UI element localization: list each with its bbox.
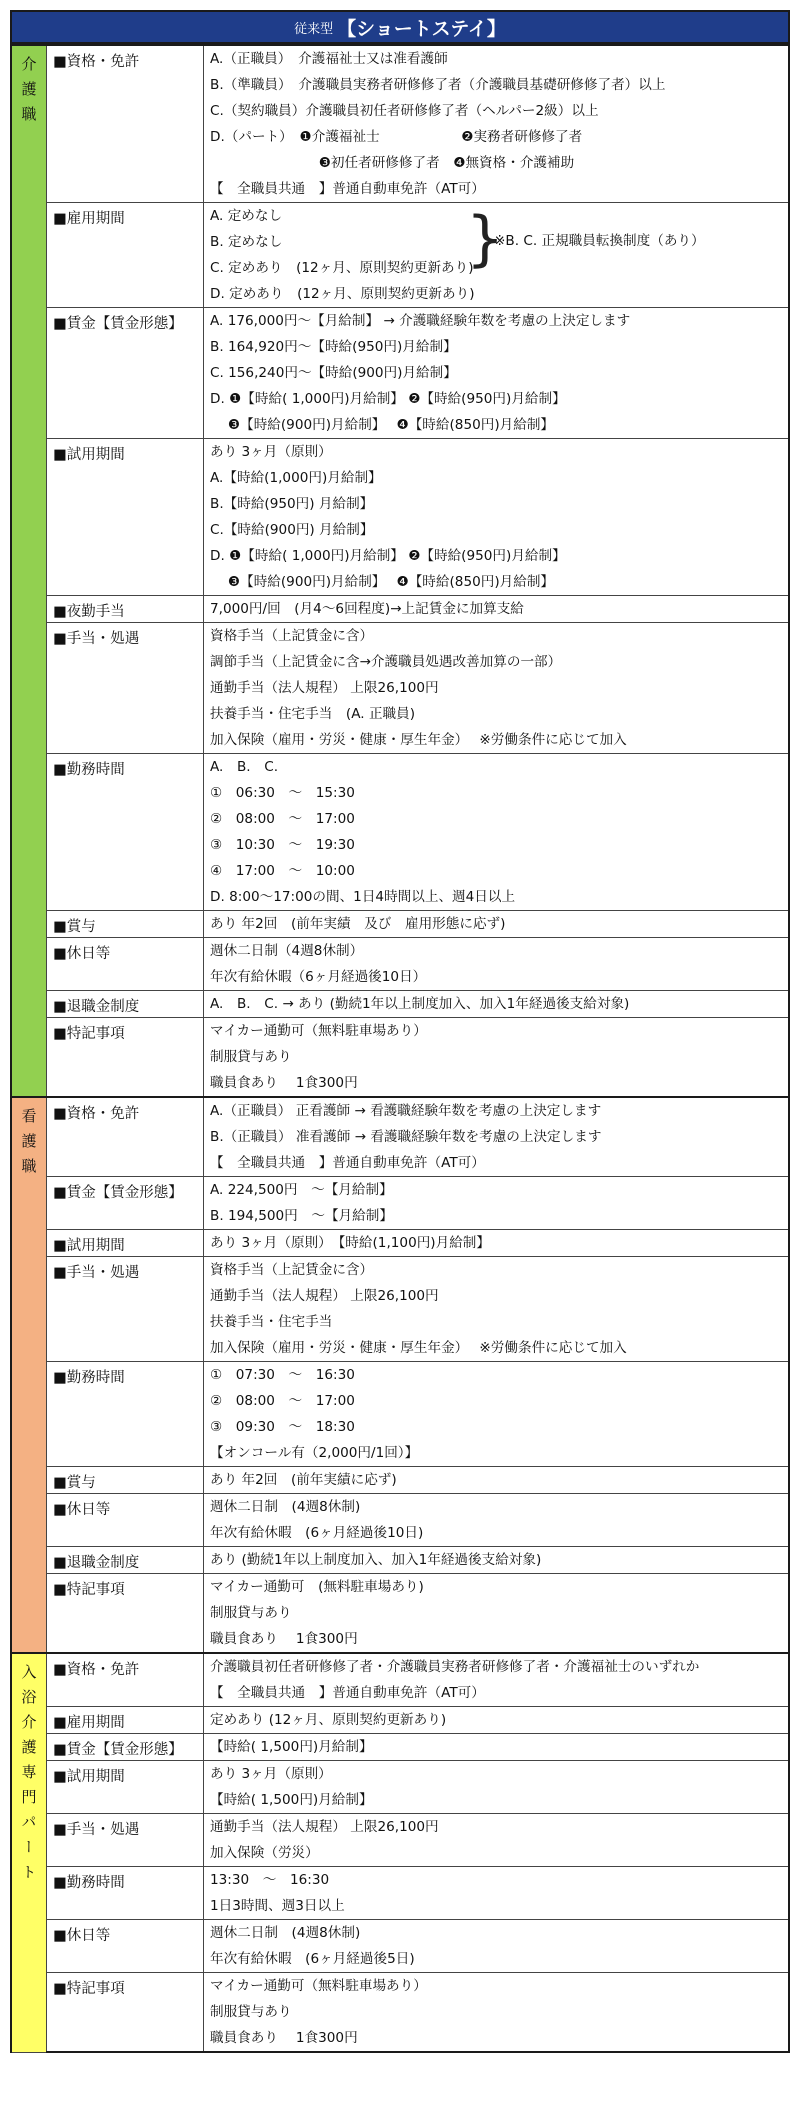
- value-line: B.（正職員） 准看護師 → 看護職経験年数を考慮の上決定します: [210, 1129, 602, 1145]
- value-line: 加入保険（労災）: [210, 1845, 319, 1861]
- row-value: [204, 203, 790, 308]
- value-line: 扶養手当・住宅手当: [210, 1314, 333, 1330]
- condition-row: [11, 45, 789, 203]
- row-label: ■勤務時間: [47, 754, 204, 911]
- value-line: 年次有給休暇（6ヶ月経過後10日）: [210, 969, 427, 985]
- value-line: A.（正職員） 正看護師 → 看護職経験年数を考慮の上決定します: [210, 1103, 602, 1119]
- value-line: 調節手当（上記賃金に含→介護職員処遇改善加算の一部）: [210, 654, 562, 670]
- condition-row: [11, 1814, 789, 1867]
- condition-row: [11, 1467, 789, 1494]
- value-line: マイカー通勤可（無料駐車場あり）: [210, 1023, 427, 1039]
- value-line: ❸初任者研修修了者 ❹無資格・介護補助: [210, 155, 575, 171]
- value-line: 週休二日制 (4週8休制): [210, 1499, 361, 1515]
- row-value: [204, 938, 790, 991]
- condition-row: [11, 754, 789, 911]
- value-line: 1日3時間、週3日以上: [210, 1898, 345, 1914]
- condition-row: [11, 1097, 789, 1177]
- condition-row: [11, 1177, 789, 1230]
- row-label: ■賃金【賃金形態】: [47, 308, 204, 439]
- value-line: 【時給( 1,500円)月給制】: [210, 1739, 373, 1755]
- conditions-table: [10, 44, 790, 2053]
- row-label: ■雇用期間: [47, 1707, 204, 1734]
- row-value: [204, 596, 790, 623]
- value-line: 職員食あり 1食300円: [210, 1075, 358, 1091]
- value-line: D. ❶【時給( 1,000円)月給制】 ❷【時給(950円)月給制】: [210, 391, 566, 407]
- value-line: A. 176,000円～【月給制】 → 介護職経験年数を考慮の上決定します: [210, 313, 631, 329]
- category-label: 入浴介護専門パート: [19, 1664, 38, 1889]
- row-label: ■特記事項: [47, 1018, 204, 1098]
- row-value: [204, 1494, 790, 1547]
- condition-row: [11, 991, 789, 1018]
- condition-row: [11, 911, 789, 938]
- row-value: [204, 1867, 790, 1920]
- value-line: 7,000円/回 (月4～6回程度)→上記賃金に加算支給: [210, 601, 524, 617]
- row-label: ■資格・免許: [47, 1097, 204, 1177]
- condition-row: [11, 1018, 789, 1098]
- row-value: [204, 991, 790, 1018]
- value-line: ② 08:00 ～ 17:00: [210, 1393, 355, 1409]
- condition-row: [11, 1494, 789, 1547]
- row-value: [204, 1362, 790, 1467]
- category-cell-kaigo: [11, 45, 47, 1097]
- row-label: ■勤務時間: [47, 1362, 204, 1467]
- value-line: B. 194,500円 ～【月給制】: [210, 1208, 393, 1224]
- condition-row: [11, 1920, 789, 1973]
- row-value: [204, 623, 790, 754]
- value-line: 定めあり (12ヶ月、原則契約更新あり): [210, 1712, 447, 1728]
- condition-row: [11, 623, 789, 754]
- value-line: A.【時給(1,000円)月給制】: [210, 470, 382, 486]
- value-line: 職員食あり 1食300円: [210, 2030, 358, 2046]
- condition-row: [11, 1574, 789, 1654]
- row-value: [204, 1177, 790, 1230]
- value-line: ② 08:00 ～ 17:00: [210, 811, 355, 827]
- value-line: C. 156,240円～【時給(900円)月給制】: [210, 365, 457, 381]
- value-line: 週休二日制 (4週8休制): [210, 1925, 361, 1941]
- value-line: 資格手当（上記賃金に含）: [210, 628, 374, 644]
- value-line: ④ 17:00 ～ 10:00: [210, 863, 355, 879]
- row-value: [204, 308, 790, 439]
- condition-row: [11, 1707, 789, 1734]
- value-line: A. 224,500円 ～【月給制】: [210, 1182, 393, 1198]
- row-value: [204, 1230, 790, 1257]
- value-line: B.【時給(950円) 月給制】: [210, 496, 374, 512]
- value-line: ① 07:30 ～ 16:30: [210, 1367, 355, 1383]
- row-value: [204, 1257, 790, 1362]
- row-value: [204, 45, 790, 203]
- category-label: 看護職: [19, 1108, 38, 1183]
- value-line: 介護職員初任者研修修了者・介護職員実務者研修修了者・介護福祉士のいずれか: [210, 1659, 700, 1675]
- value-line: D. ❶【時給( 1,000円)月給制】 ❷【時給(950円)月給制】: [210, 548, 566, 564]
- value-line: B. 定めなし: [210, 234, 283, 250]
- condition-row: [11, 308, 789, 439]
- row-label: ■試用期間: [47, 1230, 204, 1257]
- value-line: あり 3ヶ月（原則）: [210, 1766, 332, 1782]
- row-label: ■手当・処遇: [47, 1257, 204, 1362]
- value-line: A. B. C.: [210, 759, 279, 775]
- row-value: [204, 1547, 790, 1574]
- row-value: [204, 754, 790, 911]
- value-line: A.（正職員） 介護福祉士又は准看護師: [210, 51, 448, 67]
- condition-row: [11, 1653, 789, 1707]
- row-value: [204, 1574, 790, 1654]
- row-value: [204, 1920, 790, 1973]
- value-line: 職員食あり 1食300円: [210, 1631, 358, 1647]
- row-value: [204, 1814, 790, 1867]
- row-value: [204, 1761, 790, 1814]
- value-line: マイカー通勤可 (無料駐車場あり): [210, 1579, 424, 1595]
- condition-row: [11, 596, 789, 623]
- row-label: ■休日等: [47, 1494, 204, 1547]
- value-line: ❸【時給(900円)月給制】 ❹【時給(850円)月給制】: [210, 417, 555, 433]
- value-line: 通勤手当（法人規程） 上限26,100円: [210, 1819, 439, 1835]
- condition-row: [11, 1973, 789, 2053]
- value-line: ① 06:30 ～ 15:30: [210, 785, 355, 801]
- value-line: 年次有給休暇 (6ヶ月経過後5日): [210, 1951, 415, 1967]
- value-line: 【オンコール有（2,000円/1回）】: [210, 1445, 419, 1461]
- value-line: C.（契約職員）介護職員初任者研修修了者（ヘルパー2級）以上: [210, 103, 599, 119]
- row-value: [204, 439, 790, 596]
- condition-row: [11, 1230, 789, 1257]
- value-line: D. 8:00～17:00の間、1日4時間以上、週4日以上: [210, 889, 516, 905]
- row-label: ■特記事項: [47, 1574, 204, 1654]
- title-main: 【ショートステイ】: [337, 17, 506, 40]
- condition-row: [11, 1362, 789, 1467]
- title-banner: [10, 10, 790, 44]
- value-line: B.（準職員） 介護職員実務者研修修了者（介護職員基礎研修修了者）以上: [210, 77, 666, 93]
- value-line: 週休二日制（4週8休制）: [210, 943, 364, 959]
- category-cell-kango: [11, 1097, 47, 1653]
- row-label: ■雇用期間: [47, 203, 204, 308]
- value-line: 通勤手当（法人規程） 上限26,100円: [210, 1288, 439, 1304]
- value-line: 通勤手当（法人規程） 上限26,100円: [210, 680, 439, 696]
- row-label: ■夜勤手当: [47, 596, 204, 623]
- value-line: 13:30 ～ 16:30: [210, 1872, 330, 1888]
- value-line: ③ 09:30 ～ 18:30: [210, 1419, 355, 1435]
- value-line: D. 定めあり (12ヶ月、原則契約更新あり): [210, 286, 475, 302]
- row-label: ■資格・免許: [47, 45, 204, 203]
- value-line: C. 定めあり (12ヶ月、原則契約更新あり): [210, 260, 474, 276]
- row-label: ■退職金制度: [47, 991, 204, 1018]
- conversion-note: ※B. C. 正規職員転換制度（あり）: [494, 233, 705, 249]
- row-value: [204, 1097, 790, 1177]
- condition-row: [11, 1734, 789, 1761]
- row-label: ■試用期間: [47, 1761, 204, 1814]
- row-label: ■休日等: [47, 1920, 204, 1973]
- value-line: 資格手当（上記賃金に含）: [210, 1262, 374, 1278]
- row-label: ■賞与: [47, 1467, 204, 1494]
- condition-row: [11, 439, 789, 596]
- condition-row: [11, 1867, 789, 1920]
- row-label: ■賃金【賃金形態】: [47, 1177, 204, 1230]
- value-line: A. B. C. → あり (勤続1年以上制度加入、加入1年経過後支給対象): [210, 996, 630, 1012]
- condition-row: [11, 938, 789, 991]
- value-line: あり 年2回 (前年実績に応ず): [210, 1472, 397, 1488]
- row-label: ■勤務時間: [47, 1867, 204, 1920]
- value-line: ❸【時給(900円)月給制】 ❹【時給(850円)月給制】: [210, 574, 555, 590]
- value-line: B. 164,920円～【時給(950円)月給制】: [210, 339, 457, 355]
- row-value: [204, 1707, 790, 1734]
- condition-row: [11, 203, 789, 308]
- row-value: [204, 1973, 790, 2053]
- value-line: 【 全職員共通 】普通自動車免許（AT可）: [210, 181, 485, 197]
- value-line: あり 3ヶ月（原則） 【時給(1,100円)月給制】: [210, 1235, 490, 1251]
- row-label: ■特記事項: [47, 1973, 204, 2053]
- value-line: ③ 10:30 ～ 19:30: [210, 837, 355, 853]
- value-line: マイカー通勤可（無料駐車場あり）: [210, 1978, 427, 1994]
- value-line: 加入保険（雇用・労災・健康・厚生年金） ※労働条件に応じて加入: [210, 732, 627, 748]
- value-line: あり 3ヶ月（原則）: [210, 444, 332, 460]
- value-line: 扶養手当・住宅手当 (A. 正職員): [210, 706, 416, 722]
- brace-mark: }: [466, 204, 505, 274]
- condition-row: [11, 1547, 789, 1574]
- row-label: ■退職金制度: [47, 1547, 204, 1574]
- row-label: ■休日等: [47, 938, 204, 991]
- row-label: ■賃金【賃金形態】: [47, 1734, 204, 1761]
- value-line: D.（パート） ❶介護福祉士 ❷実務者研修修了者: [210, 129, 583, 145]
- value-line: あり 年2回 (前年実績 及び 雇用形態に応ず): [210, 916, 506, 932]
- row-label: ■資格・免許: [47, 1653, 204, 1707]
- value-line: 年次有給休暇 (6ヶ月経過後10日): [210, 1525, 424, 1541]
- category-cell-nyuyoku: [11, 1653, 47, 2052]
- value-line: 【 全職員共通 】普通自動車免許（AT可）: [210, 1155, 485, 1171]
- value-line: 加入保険（雇用・労災・健康・厚生年金） ※労働条件に応じて加入: [210, 1340, 627, 1356]
- row-label: ■試用期間: [47, 439, 204, 596]
- value-line: C.【時給(900円) 月給制】: [210, 522, 374, 538]
- value-line: 【 全職員共通 】普通自動車免許（AT可）: [210, 1685, 485, 1701]
- row-value: [204, 1653, 790, 1707]
- employment-conditions-sheet: [10, 10, 790, 2053]
- row-value: [204, 1467, 790, 1494]
- category-label: 介護職: [19, 56, 38, 131]
- value-line: A. 定めなし: [210, 208, 283, 224]
- condition-row: [11, 1257, 789, 1362]
- row-label: ■手当・処遇: [47, 1814, 204, 1867]
- title-prefix: 従来型: [294, 21, 334, 37]
- row-label: ■賞与: [47, 911, 204, 938]
- value-line: 制服貸与あり: [210, 2004, 292, 2020]
- row-label: ■手当・処遇: [47, 623, 204, 754]
- value-line: あり (勤続1年以上制度加入、加入1年経過後支給対象): [210, 1552, 542, 1568]
- value-line: 制服貸与あり: [210, 1605, 292, 1621]
- row-value: [204, 911, 790, 938]
- value-line: 制服貸与あり: [210, 1049, 292, 1065]
- row-value: [204, 1734, 790, 1761]
- condition-row: [11, 1761, 789, 1814]
- value-line: 【時給( 1,500円)月給制】: [210, 1792, 373, 1808]
- row-value: [204, 1018, 790, 1098]
